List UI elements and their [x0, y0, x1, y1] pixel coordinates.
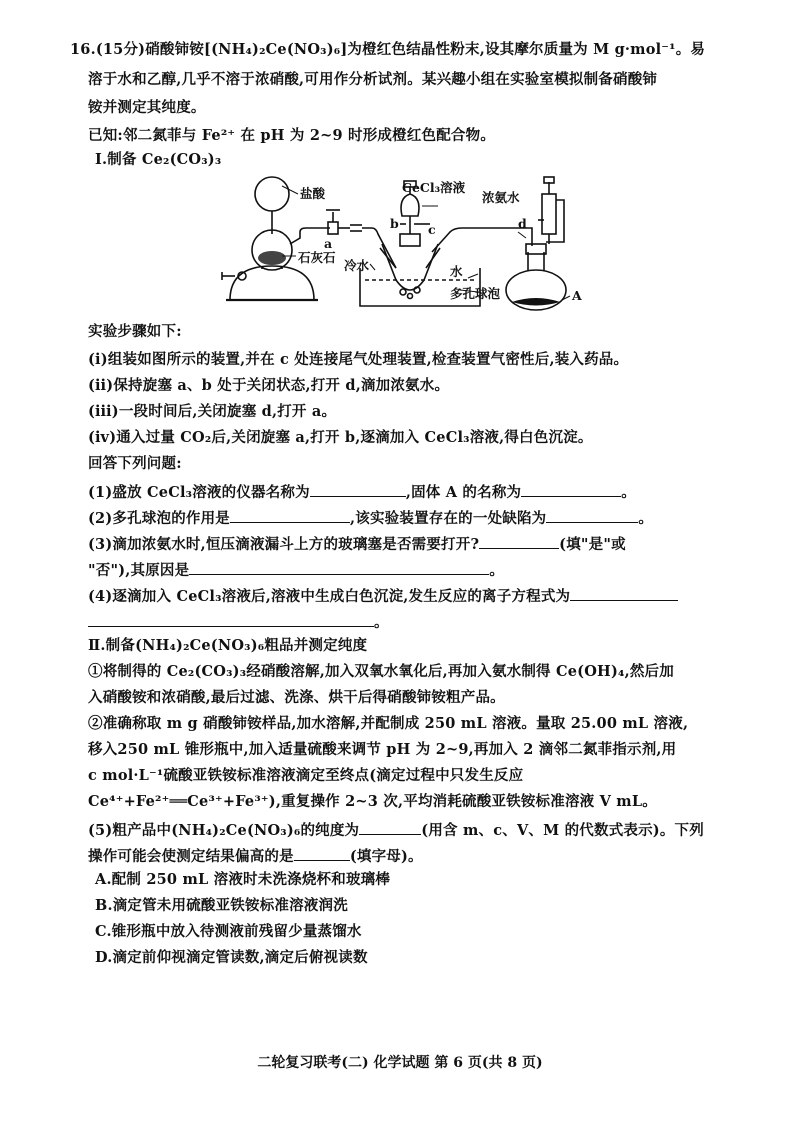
- q4-blank-2[interactable]: [88, 610, 374, 627]
- q3-text-c: "否"),其原因是: [88, 562, 190, 579]
- label-a: a: [324, 236, 333, 251]
- part-2-para-2-line-2: 移入250 mL 锥形瓶中,加入适量硫酸来调节 pH 为 2~9,再加入 2 滴邻二氮菲指示剂,用: [88, 741, 677, 758]
- q5-blank-1[interactable]: [359, 818, 421, 835]
- step-1: (ⅰ)组装如图所示的装置,并在 c 处连接尾气处理装置,检查装置气密性后,装入药品。: [88, 351, 629, 368]
- q4-blank-1[interactable]: [570, 584, 678, 601]
- part-1-title: Ⅰ.制备 Ce₂(CO₃)₃: [95, 151, 222, 168]
- part-2-title: Ⅱ.制备(NH₄)₂Ce(NO₃)₆粗品并测定纯度: [88, 637, 368, 654]
- q4-end: 。: [374, 614, 389, 631]
- part-2-para-1-line-2: 入硝酸铵和浓硝酸,最后过滤、洗涤、烘干后得硝酸铈铵粗产品。: [88, 689, 505, 706]
- label-water: 水: [450, 264, 463, 279]
- q2-blank-2[interactable]: [546, 506, 638, 523]
- question-4-line-1: [88, 584, 678, 607]
- label-ammonia: 浓氨水: [482, 190, 520, 205]
- question-1: [88, 480, 636, 503]
- limestone-solid: [258, 251, 286, 265]
- q5-text-c: 操作可能会使测定结果偏高的是: [88, 848, 294, 865]
- q3-text-b: (填"是"或: [559, 536, 626, 553]
- question-intro-line-2: 溶于水和乙醇,几乎不溶于浓硝酸,可用作分析试剂。某兴趣小组在实验室模拟制备硝酸铈: [88, 71, 658, 88]
- step-4: (ⅳ)通入过量 CO₂后,关闭旋塞 a,打开 b,逐滴加入 CeCl₃溶液,得白色沉淀。: [88, 429, 593, 446]
- q3-blank-2[interactable]: [189, 558, 489, 575]
- steps-title: 实验步骤如下:: [88, 323, 182, 340]
- q1-blank-2[interactable]: [521, 480, 621, 497]
- part-2-para-1-line-1: ①将制得的 Ce₂(CO₃)₃经硝酸溶解,加入双氧水氧化后,再加入氨水制得 Ce(OH)₄,然后加: [88, 663, 674, 680]
- label-hcl: 盐酸: [300, 186, 326, 201]
- q1-text-b: ,固体 A 的名称为: [405, 484, 522, 501]
- label-cold-water: 冷水: [344, 258, 370, 273]
- q3-text-a: (3)滴加浓氨水时,恒压滴液漏斗上方的玻璃塞是否需要打开?: [88, 536, 480, 553]
- q2-text-a: (2)多孔球泡的作用是: [88, 510, 231, 527]
- apparatus-diagram: [200, 172, 590, 312]
- question-5-line-1: [88, 818, 704, 841]
- q2-blank-1[interactable]: [230, 506, 350, 523]
- question-3-line-1: [88, 532, 626, 555]
- part-2-para-2-line-3: c mol·L⁻¹硫酸亚铁铵标准溶液滴定至终点(滴定过程中只发生反应: [88, 767, 524, 784]
- label-d: d: [518, 216, 527, 231]
- solid-a: [512, 298, 560, 306]
- q1-end: 。: [621, 484, 636, 501]
- q2-text-b: ,该实验装置存在的一处缺陷为: [350, 510, 547, 527]
- label-solid-a: A: [572, 288, 582, 303]
- step-2: (ⅱ)保持旋塞 a、b 处于关闭状态,打开 d,滴加浓氨水。: [88, 377, 450, 394]
- option-b[interactable]: B.滴定管未用硫酸亚铁铵标准溶液润洗: [95, 897, 348, 914]
- option-c[interactable]: C.锥形瓶中放入待测液前残留少量蒸馏水: [95, 923, 362, 940]
- label-b: b: [390, 216, 399, 231]
- question-5-line-2: [88, 844, 423, 867]
- question-intro-line-3: 铵并测定其纯度。: [88, 99, 206, 116]
- answer-prompt: 回答下列问题:: [88, 455, 182, 472]
- part-2-para-2-line-4: Ce⁴⁺+Fe²⁺══Ce³⁺+Fe³⁺),重复操作 2~3 次,平均消耗硫酸亚铁铵标准溶液 V mL。: [88, 793, 657, 810]
- part-2-para-2-line-1: ②准确称取 m g 硝酸铈铵样品,加水溶解,并配制成 250 mL 溶液。量取 25.00 mL 溶液,: [88, 715, 689, 732]
- question-intro-line-1: 16.(15分)硝酸铈铵[(NH₄)₂Ce(NO₃)₆]为橙红色结晶性粉末,设其摩尔质量为 M g·mol⁻¹。易: [70, 41, 706, 58]
- option-a[interactable]: A.配制 250 mL 溶液时未洗涤烧杯和玻璃棒: [95, 871, 391, 888]
- q3-end: 。: [489, 562, 505, 579]
- question-4-line-2: [88, 610, 389, 633]
- label-porous-bubble: 多孔球泡: [450, 286, 501, 301]
- q5-text-d: (填字母)。: [349, 848, 423, 865]
- question-2: [88, 506, 653, 529]
- label-cecl3: CeCl₃溶液: [402, 180, 466, 195]
- question-3-line-2: [88, 558, 504, 581]
- q4-text-a: (4)逐滴加入 CeCl₃溶液后,溶液中生成白色沉淀,发生反应的离子方程式为: [88, 588, 571, 605]
- q1-text-a: (1)盛放 CeCl₃溶液的仪器名称为: [88, 484, 310, 501]
- q5-text-a: (5)粗产品中(NH₄)₂Ce(NO₃)₆的纯度为: [88, 822, 360, 839]
- q1-blank-1[interactable]: [310, 480, 406, 497]
- option-d[interactable]: D.滴定前仰视滴定管读数,滴定后俯视读数: [95, 949, 368, 966]
- q5-blank-2[interactable]: [294, 844, 350, 861]
- step-3: (ⅲ)一段时间后,关闭旋塞 d,打开 a。: [88, 403, 337, 420]
- label-limestone: 石灰石: [298, 250, 336, 265]
- q2-end: 。: [638, 510, 654, 527]
- q3-blank-1[interactable]: [479, 532, 559, 549]
- known-condition: 已知:邻二氮菲与 Fe²⁺ 在 pH 为 2~9 时形成橙红色配合物。: [88, 127, 496, 144]
- label-c: c: [428, 222, 436, 237]
- q5-text-b: (用含 m、c、V、M 的代数式表示)。下列: [421, 822, 704, 839]
- page-footer: 二轮复习联考(二) 化学试题 第 6 页(共 8 页): [257, 1055, 543, 1071]
